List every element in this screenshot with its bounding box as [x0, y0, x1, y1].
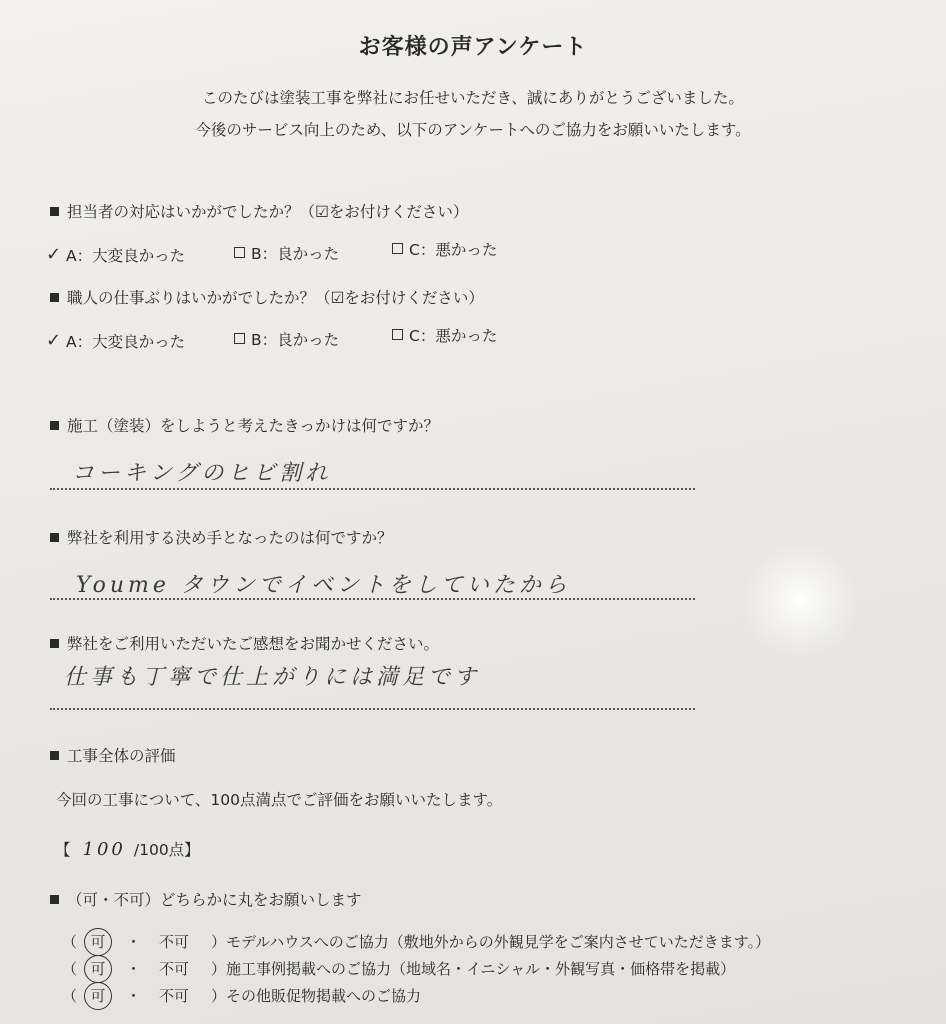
q1-option-c[interactable]: C：悪かった	[392, 238, 497, 260]
option-ok-circled[interactable]: 可	[84, 955, 112, 983]
checkbox-icon	[234, 247, 245, 258]
option-ng[interactable]: 不可	[159, 960, 190, 978]
q6-prompt: 今回の工事について、100点満点でご評価をお願いいたします。	[56, 791, 503, 809]
option-ng[interactable]: 不可	[159, 933, 190, 951]
bullet-square-icon	[50, 751, 59, 760]
q4-answer[interactable]: Youme タウンでイベントをしていたから	[76, 573, 571, 598]
permission-label: ）その他販促物掲載へのご協力	[211, 987, 422, 1005]
q1-question: 担当者の対応はいかがでしたか？（☑をお付けください）	[50, 200, 468, 222]
q2-option-a[interactable]: A：大変良かった	[66, 333, 186, 351]
answer-line	[50, 598, 695, 600]
checkbox-icon	[392, 243, 403, 254]
q6-heading: 工事全体の評価	[50, 744, 176, 766]
q2-question: 職人の仕事ぶりはいかがでしたか？（☑をお付けください）	[50, 286, 484, 308]
bullet-square-icon	[50, 207, 59, 216]
checkmark-icon: ✓	[46, 330, 62, 351]
answer-line	[50, 708, 695, 710]
permission-row-promo: （ 可 ・ 不可 ）その他販促物掲載へのご協力	[62, 982, 421, 1010]
permission-row-case-study: （ 可 ・ 不可 ）施工事例掲載へのご協力（地域名・イニシャル・外観写真・価格帯を掲載）	[62, 955, 735, 983]
score-field[interactable]: 【 100 /100点】	[55, 839, 200, 860]
bullet-square-icon	[50, 533, 59, 542]
permission-label: ）施工事例掲載へのご協力（地域名・イニシャル・外観写真・価格帯を掲載）	[211, 960, 736, 978]
checkmark-icon: ✓	[46, 244, 62, 265]
checkbox-icon	[392, 329, 403, 340]
score-value: 100	[82, 839, 126, 860]
option-ok-circled[interactable]: 可	[84, 928, 112, 956]
q2-option-c[interactable]: C：悪かった	[392, 324, 497, 346]
checkbox-icon	[234, 333, 245, 344]
q7-heading: （可・不可）どちらかに丸をお願いします	[50, 888, 362, 910]
page-title: お客様の声アンケート	[358, 35, 588, 60]
option-ng[interactable]: 不可	[159, 987, 190, 1005]
intro-line-2: 今後のサービス向上のため、以下のアンケートへのご協力をお願いいたします。	[195, 121, 751, 139]
q1-option-b[interactable]: B：良かった	[234, 242, 339, 264]
option-ok-circled[interactable]: 可	[84, 982, 112, 1010]
q3-answer[interactable]: コーキングのヒビ割れ	[72, 461, 332, 486]
q5-question: 弊社をご利用いただいたご感想をお聞かせください。	[50, 632, 439, 654]
q5-answer[interactable]: 仕事も丁寧で仕上がりには満足です	[64, 665, 481, 690]
q3-question: 施工（塗装）をしようと考えたきっかけは何ですか？	[50, 414, 439, 436]
q1-option-a[interactable]: A：大変良かった	[66, 247, 186, 265]
bullet-square-icon	[50, 293, 59, 302]
intro-line-1: このたびは塗装工事を弊社にお任せいただき、誠にありがとうございました。	[202, 89, 744, 107]
bullet-square-icon	[50, 639, 59, 648]
answer-line	[50, 488, 695, 490]
permission-label: ）モデルハウスへのご協力（敷地外からの外観見学をご案内させていただきます。）	[211, 933, 771, 951]
bullet-square-icon	[50, 421, 59, 430]
q4-question: 弊社を利用する決め手となったのは何ですか？	[50, 526, 393, 548]
bullet-square-icon	[50, 895, 59, 904]
permission-row-model-house: （ 可 ・ 不可 ）モデルハウスへのご協力（敷地外からの外観見学をご案内させていただきます。）	[62, 928, 770, 956]
light-glare	[740, 540, 860, 660]
q2-option-b[interactable]: B：良かった	[234, 328, 339, 350]
